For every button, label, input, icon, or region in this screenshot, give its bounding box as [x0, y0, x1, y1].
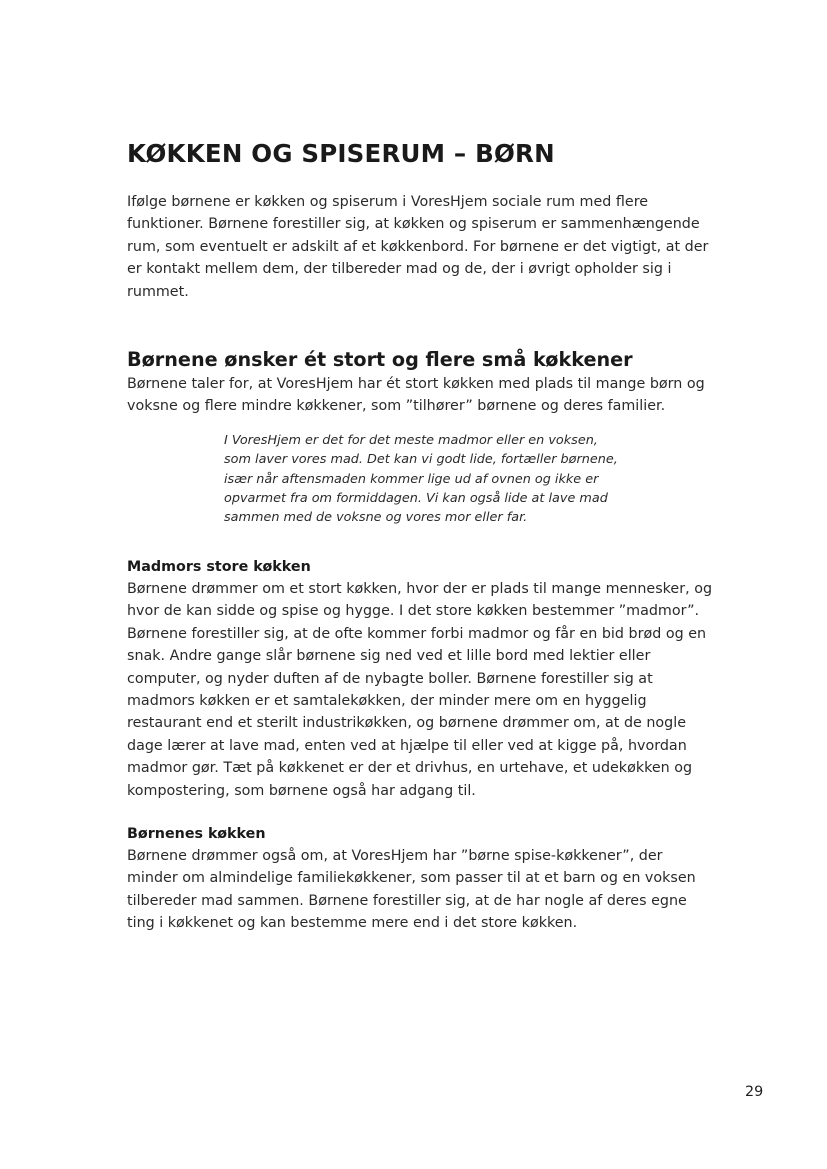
section-paragraph: Børnene taler for, at VoresHjem har ét stort køkken med plads til mange børn og voksne og flere mindre køkkener, som ”tilhører” børnene og deres familier.	[127, 376, 705, 415]
intro-paragraph: Ifølge børnene er køkken og spiserum i VoresHjem sociale rum med flere funktioner. Børnene forestiller sig, at køkken og spiserum er sammenhængende rum, som eventuelt er adskilt af et køkkenbord. For børnene er det vigtigt, at der er kontakt mellem dem, der tilbereder mad og de, der i øvrigt opholder sig i rummet.	[127, 194, 709, 300]
children-quote: I VoresHjem er det for det meste madmor eller en voksen, som laver vores mad. Det kan vi godt lide, fortæller børnene, især når aftensmaden kommer lige ud af ovnen og ikke er opvarmet fra om formiddagen. Vi kan også lide at lave mad sammen med de voksne og vores mor eller far.	[224, 432, 618, 526]
page-title: KØKKEN OG SPISERUM – BØRN	[127, 139, 555, 168]
page-content	[127, 138, 712, 935]
subsection-heading-born: Børnenes køkken	[127, 825, 266, 842]
page-number: 29	[745, 1084, 764, 1100]
subsection-heading-madmor: Madmors store køkken	[127, 558, 311, 575]
section-heading: Børnene ønsker ét stort og flere små køkkener	[127, 348, 633, 372]
subsection-text-madmor: Børnene drømmer om et stort køkken, hvor der er plads til mange mennesker, og hvor de kan sidde og spise og hygge. I det store køkken bestemmer ”madmor”. Børnene forestiller sig, at de ofte kommer forbi madmor og får en bid brød og en snak. Andre gange slår børnene sig ned ved et lille bord med lektier eller computer, og nyder duften af de nybagte boller. Børnene forestiller sig at madmors køkken er et samtalekøkken, der minder mere om en hyggelig restaurant end et sterilt industrikøkken, og børnene drømmer om, at de nogle dage lærer at lave mad, enten ved at hjælpe til eller ved at kigge på, hvordan madmor gør. Tæt på køkkenet er der et drivhus, en urtehave, et udekøkken og kompostering, som børnene også har adgang til.	[127, 580, 713, 799]
subsection-text-born: Børnene drømmer også om, at VoresHjem har ”børne spise-køkkener”, der minder om almindelige familiekøkkener, som passer til at et barn og en voksen tilbereder mad sammen. Børnene forestiller sig, at de har nogle af deres egne ting i køkkenet og kan bestemme mere end i det store køkken.	[127, 847, 696, 932]
